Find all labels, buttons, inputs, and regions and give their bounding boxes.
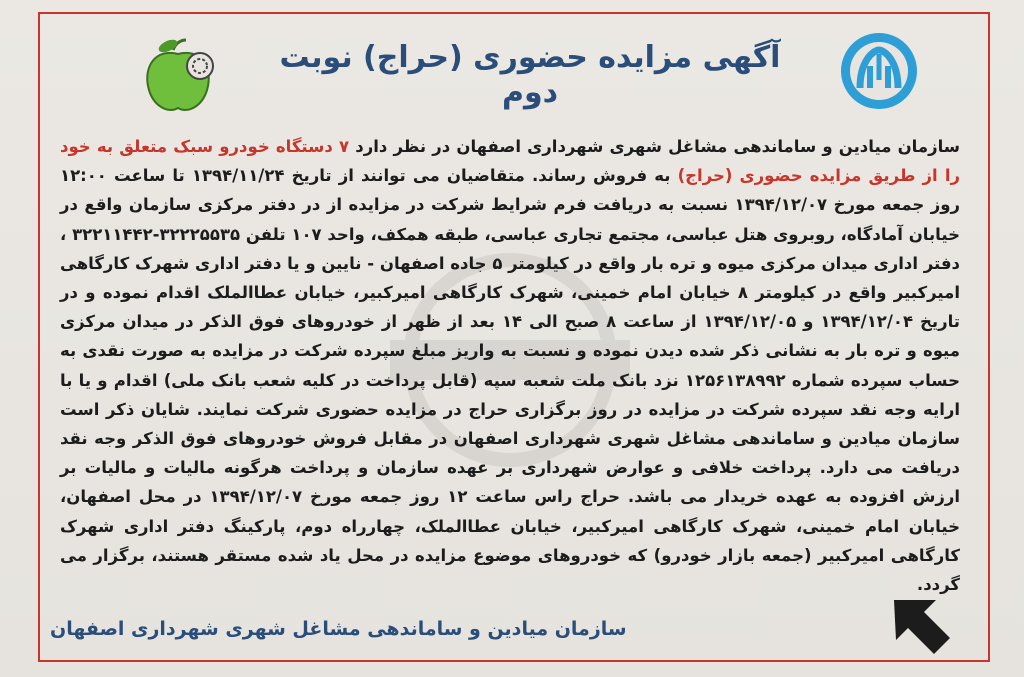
notice-footer: سازمان میادین و ساماندهی مشاغل شهری شهرداری اصفهان	[50, 618, 627, 640]
notice-body	[60, 132, 960, 599]
apple-fruit-icon	[138, 36, 228, 116]
notice-title: آگهی مزایده حضوری (حراج) نوبت دوم	[279, 40, 781, 110]
body-intro: سازمان میادین و ساماندهی مشاغل شهری شهرداری اصفهان در نظر دارد	[355, 137, 960, 156]
body-highlight: ۷ دستگاه خودرو سبک متعلق به خود را از طریق مزایده حضوری (حراج)	[60, 137, 960, 186]
arrow-up-left-icon	[884, 590, 956, 662]
body-details: به فروش رساند. متقاضیان می توانند از تاریخ ۱۳۹۴/۱۱/۲۴ تا ساعت ۱۲:۰۰ روز جمعه مورخ ۱۳۹۴/۱۲/۰۷ نسبت به دریافت فرم شرایط شرکت در مزایده از در دفتر مرکزی سازمان واقع در خیابان آمادگاه، روبروی هتل عباسی، مجتمع تجاری عباسی، طبقه همکف، واحد ۱۰۷ تلفن ۳۲۲۲۵۵۳۵-۳۲۲۱۱۴۴۲ ، دفتر اداری میدان مرکزی میوه و تره بار واقع در کیلومتر ۵ جاده اصفهان - نایین و یا دفتر اداری شهرک کارگاهی امیرکبیر واقع در کیلومتر ۸ خیابان امام خمینی، شهرک کارگاهی امیرکبیر، خیابان عطاالملک اقدام نموده و در تاریخ ۱۳۹۴/۱۲/۰۴ و ۱۳۹۴/۱۲/۰۵ از ساعت ۸ صبح الی ۱۴ بعد از ظهر از خودروهای فوق الذکر در میدان مرکزی میوه و تره بار به نشانی ذکر شده دیدن نموده و نسبت به واریز مبلغ سپرده شرکت در مزایده به صورت نقدی به حساب سپرده شماره ۱۲۵۶۱۳۸۹۹۲ نزد بانک ملت شعبه سپه (قابل پرداخت در کلیه شعب بانک ملی) اقدام و یا با ارایه وجه نقد سپرده شرکت در مزایده در روز برگزاری حراج در مزایده حضوری شرکت نمایند. شایان ذکر است سازمان میادین و ساماندهی مشاغل شهری شهرداری اصفهان در مقابل فروش خودروهای فوق الذکر وجه نقد دریافت می دارد. پرداخت خلافی و عوارض شهرداری بر عهده سازمان و پرداخت هرگونه مالیات و مالیات بر ارزش افزوده به عهده خریدار می باشد. حراج راس ساعت ۱۲ روز جمعه مورخ ۱۳۹۴/۱۲/۰۷ در محل اصفهان، خیابان امام خمینی، شهرک کارگاهی امیرکبیر، خیابان عطاالملک، چهارراه دوم، پارکینگ دفتر اداری شهرک کارگاهی امیرکبیر (جمعه بازار خودرو) که خودروهای موضوع مزایده در محل یاد شده مستقر هستند، برگزار می گردد.	[60, 166, 960, 595]
organization-emblem-icon	[838, 30, 920, 112]
